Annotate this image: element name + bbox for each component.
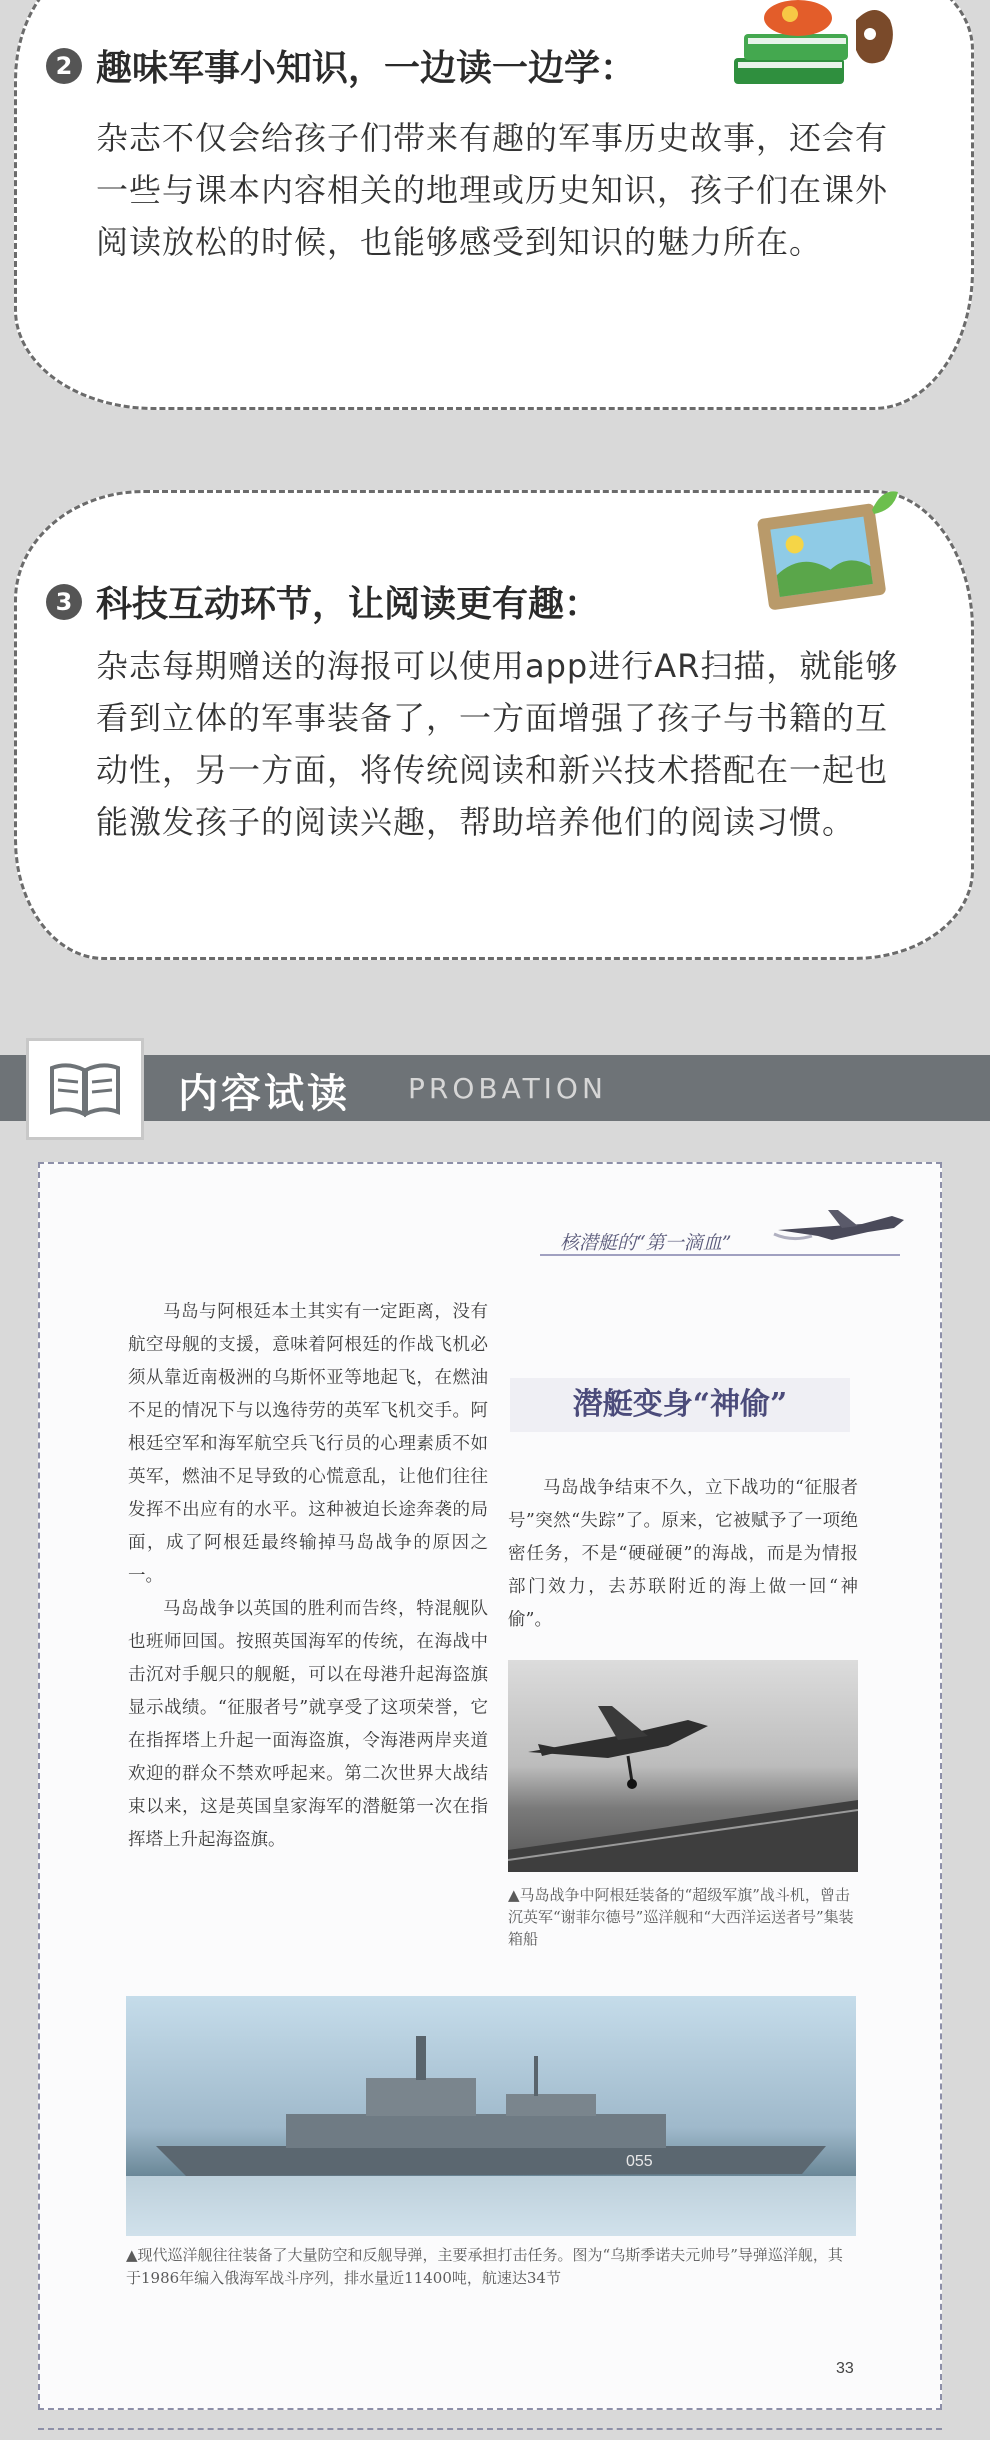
feature-title-2	[46, 40, 636, 91]
section-subtitle: PROBATION	[408, 1072, 607, 1105]
open-book-icon	[48, 1060, 122, 1118]
fighter-jet-photo	[508, 1660, 858, 1872]
feature-title-3	[46, 576, 600, 627]
left-column	[128, 1296, 488, 1857]
subsection-title: 潜艇变身“神偷”	[510, 1378, 850, 1432]
section-title: 内容试读	[178, 1071, 350, 1117]
hull-number: 055	[626, 2153, 653, 2170]
feature-number-badge: 2	[46, 48, 82, 84]
cruiser-illustration	[126, 1996, 856, 2236]
feature-heading: 趣味军事小知识，一边读一边学：	[96, 48, 637, 89]
jet-illustration	[508, 1660, 858, 1872]
feature-description: 杂志不仅会给孩子们带来有趣的军事历史故事，还会有一些与课本内容相关的地理或历史知识，孩子们在课外阅读放松的时候，也能够感受到知识的魅力所在。	[96, 119, 889, 261]
body-paragraph: 马岛战争以英国的胜利而告终，特混舰队也班师回国。按照英国海军的传统，在海战中击沉对手舰只的舰艇，可以在母港升起海盗旗显示战绩。“征服者号”就享受了这项荣誉，它在指挥塔上升起一面海盗旗，令海港两岸夹道欢迎的群众不禁欢呼起来。第二次世界大战结束以来，这是英国皇家海军的潜艇第一次在指挥塔上升起海盗旗。	[128, 1599, 488, 1850]
page-number: 33	[836, 2360, 854, 2377]
section-icon-box	[26, 1038, 144, 1140]
photo-caption: ▲马岛战争中阿根廷装备的“超级军旗”战斗机，曾击沉英军“谢菲尔德号”巡洋舰和“大西洋运送者号”集装箱船	[508, 1886, 854, 1948]
cruiser-photo	[126, 1996, 856, 2236]
feature-description: 杂志每期赠送的海报可以使用app进行AR扫描，就能够看到立体的军事装备了，一方面增强了孩子与书籍的互动性，另一方面，将传统阅读和新兴技术搭配在一起也能激发孩子的阅读兴趣，帮助培养他们的阅读习惯。	[96, 647, 899, 841]
fighter-jet-icon	[772, 1206, 912, 1250]
feature-heading: 科技互动环节，让阅读更有趣：	[96, 584, 601, 625]
books-icon	[728, 0, 898, 96]
photo-caption: ▲现代巡洋舰往往装备了大量防空和反舰导弹，主要承担打击任务。图为“乌斯季诺夫元帅号”导弹巡洋舰，其于1986年编入俄海军战斗序列，排水量近11400吨，航速达34节	[126, 2246, 843, 2287]
feature-number-badge: 3	[46, 584, 82, 620]
right-paragraph: 马岛战争结束不久，立下战功的“征服者号”突然“失踪”了。原来，它被赋予了一项绝密任务，不是“硬碰硬”的海战，而是为情报部门效力，去苏联附近的海上做一回“神偷”。	[508, 1478, 858, 1630]
divider	[540, 1254, 900, 1256]
divider	[38, 2428, 942, 2430]
body-paragraph: 马岛与阿根廷本土其实有一定距离，没有航空母舰的支援，意味着阿根廷的作战飞机必须从靠近南极洲的乌斯怀亚等地起飞，在燃油不足的情况下与以逸待劳的英军飞机交手。阿根廷空军和海军航空兵飞行员的心理素质不如英军，燃油不足导致的心慌意乱，让他们往往发挥不出应有的水平。这种被迫长途奔袭的局面，成了阿根廷最终输掉马岛战争的原因之一。	[128, 1302, 488, 1586]
running-head: 核潜艇的“第一滴血”	[560, 1232, 732, 1254]
picture-frame-icon	[752, 490, 902, 615]
